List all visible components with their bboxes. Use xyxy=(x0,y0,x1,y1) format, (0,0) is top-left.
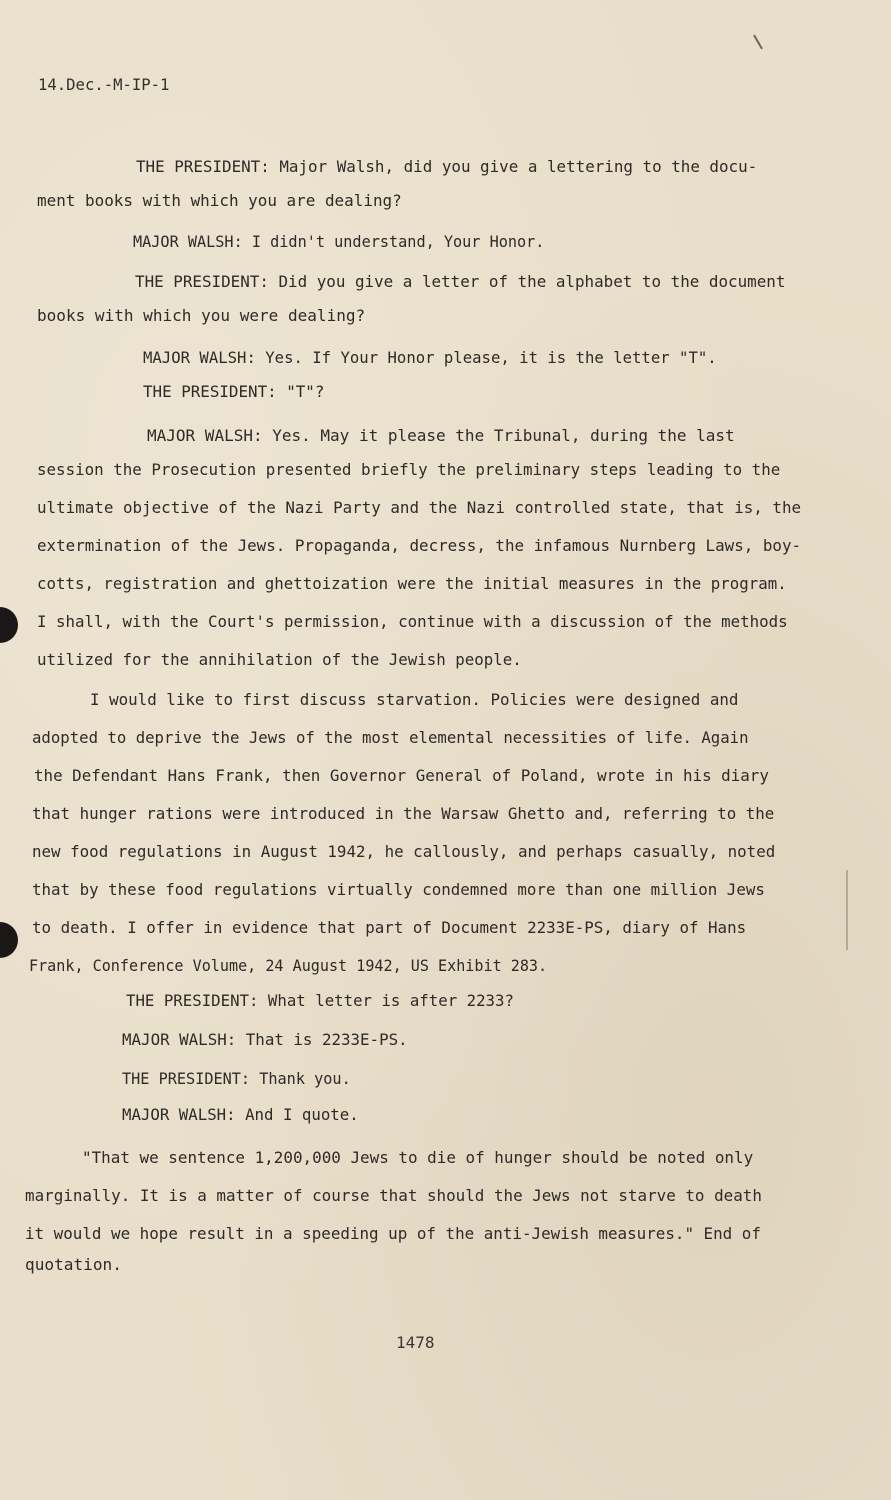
margin-mark xyxy=(846,870,848,950)
text-line: I shall, with the Court's permission, continue with a discussion of the methods xyxy=(37,613,788,631)
text-line: MAJOR WALSH: And I quote. xyxy=(122,1106,359,1124)
text-line: THE PRESIDENT: Major Walsh, did you give a lettering to the docu- xyxy=(136,158,758,176)
text-line: MAJOR WALSH: Yes. May it please the Tribunal, during the last xyxy=(147,427,735,445)
text-line: ultimate objective of the Nazi Party and the Nazi controlled state, that is, the xyxy=(37,499,802,517)
page-identifier: 14.Dec.-M-IP-1 xyxy=(38,76,170,94)
text-line: extermination of the Jews. Propaganda, decress, the infamous Nurnberg Laws, boy- xyxy=(37,537,802,555)
text-line: to death. I offer in evidence that part of Document 2233E-PS, diary of Hans xyxy=(32,919,747,937)
text-line: I would like to first discuss starvation. Policies were designed and xyxy=(90,691,739,709)
text-line: THE PRESIDENT: Did you give a letter of the alphabet to the document xyxy=(135,273,786,291)
text-line: session the Prosecution presented briefly the preliminary steps leading to the xyxy=(37,461,781,479)
text-line: adopted to deprive the Jews of the most elemental necessities of life. Again xyxy=(32,729,749,747)
text-line: new food regulations in August 1942, he callously, and perhaps casually, noted xyxy=(32,843,776,861)
text-line: MAJOR WALSH: I didn't understand, Your Honor. xyxy=(133,233,545,251)
text-line: THE PRESIDENT: "T"? xyxy=(143,383,325,401)
text-line: "That we sentence 1,200,000 Jews to die of hunger should be noted only xyxy=(82,1149,754,1167)
text-line: quotation. xyxy=(25,1256,122,1274)
text-line: marginally. It is a matter of course that should the Jews not starve to death xyxy=(25,1187,762,1205)
corner-pen-mark xyxy=(753,35,763,50)
punch-hole-lower xyxy=(0,922,18,958)
text-line: the Defendant Hans Frank, then Governor General of Poland, wrote in his diary xyxy=(34,767,769,785)
text-line: it would we hope result in a speeding up of the anti-Jewish measures." End of xyxy=(25,1225,761,1243)
text-line: MAJOR WALSH: That is 2233E-PS. xyxy=(122,1031,408,1049)
text-line: that hunger rations were introduced in the Warsaw Ghetto and, referring to the xyxy=(32,805,775,823)
text-line: utilized for the annihilation of the Jewish people. xyxy=(37,651,522,669)
text-line: Frank, Conference Volume, 24 August 1942, US Exhibit 283. xyxy=(29,957,548,975)
punch-hole-upper xyxy=(0,607,18,643)
text-line: cotts, registration and ghettoization were the initial measures in the program. xyxy=(37,575,787,593)
text-line: ment books with which you are dealing? xyxy=(37,192,402,210)
text-line: THE PRESIDENT: Thank you. xyxy=(122,1070,351,1088)
text-line: that by these food regulations virtually condemned more than one million Jews xyxy=(32,881,765,899)
text-line: THE PRESIDENT: What letter is after 2233? xyxy=(126,992,514,1010)
text-line: books with which you were dealing? xyxy=(37,307,366,325)
text-line: MAJOR WALSH: Yes. If Your Honor please, it is the letter "T". xyxy=(143,349,717,367)
page-number: 1478 xyxy=(396,1333,435,1352)
